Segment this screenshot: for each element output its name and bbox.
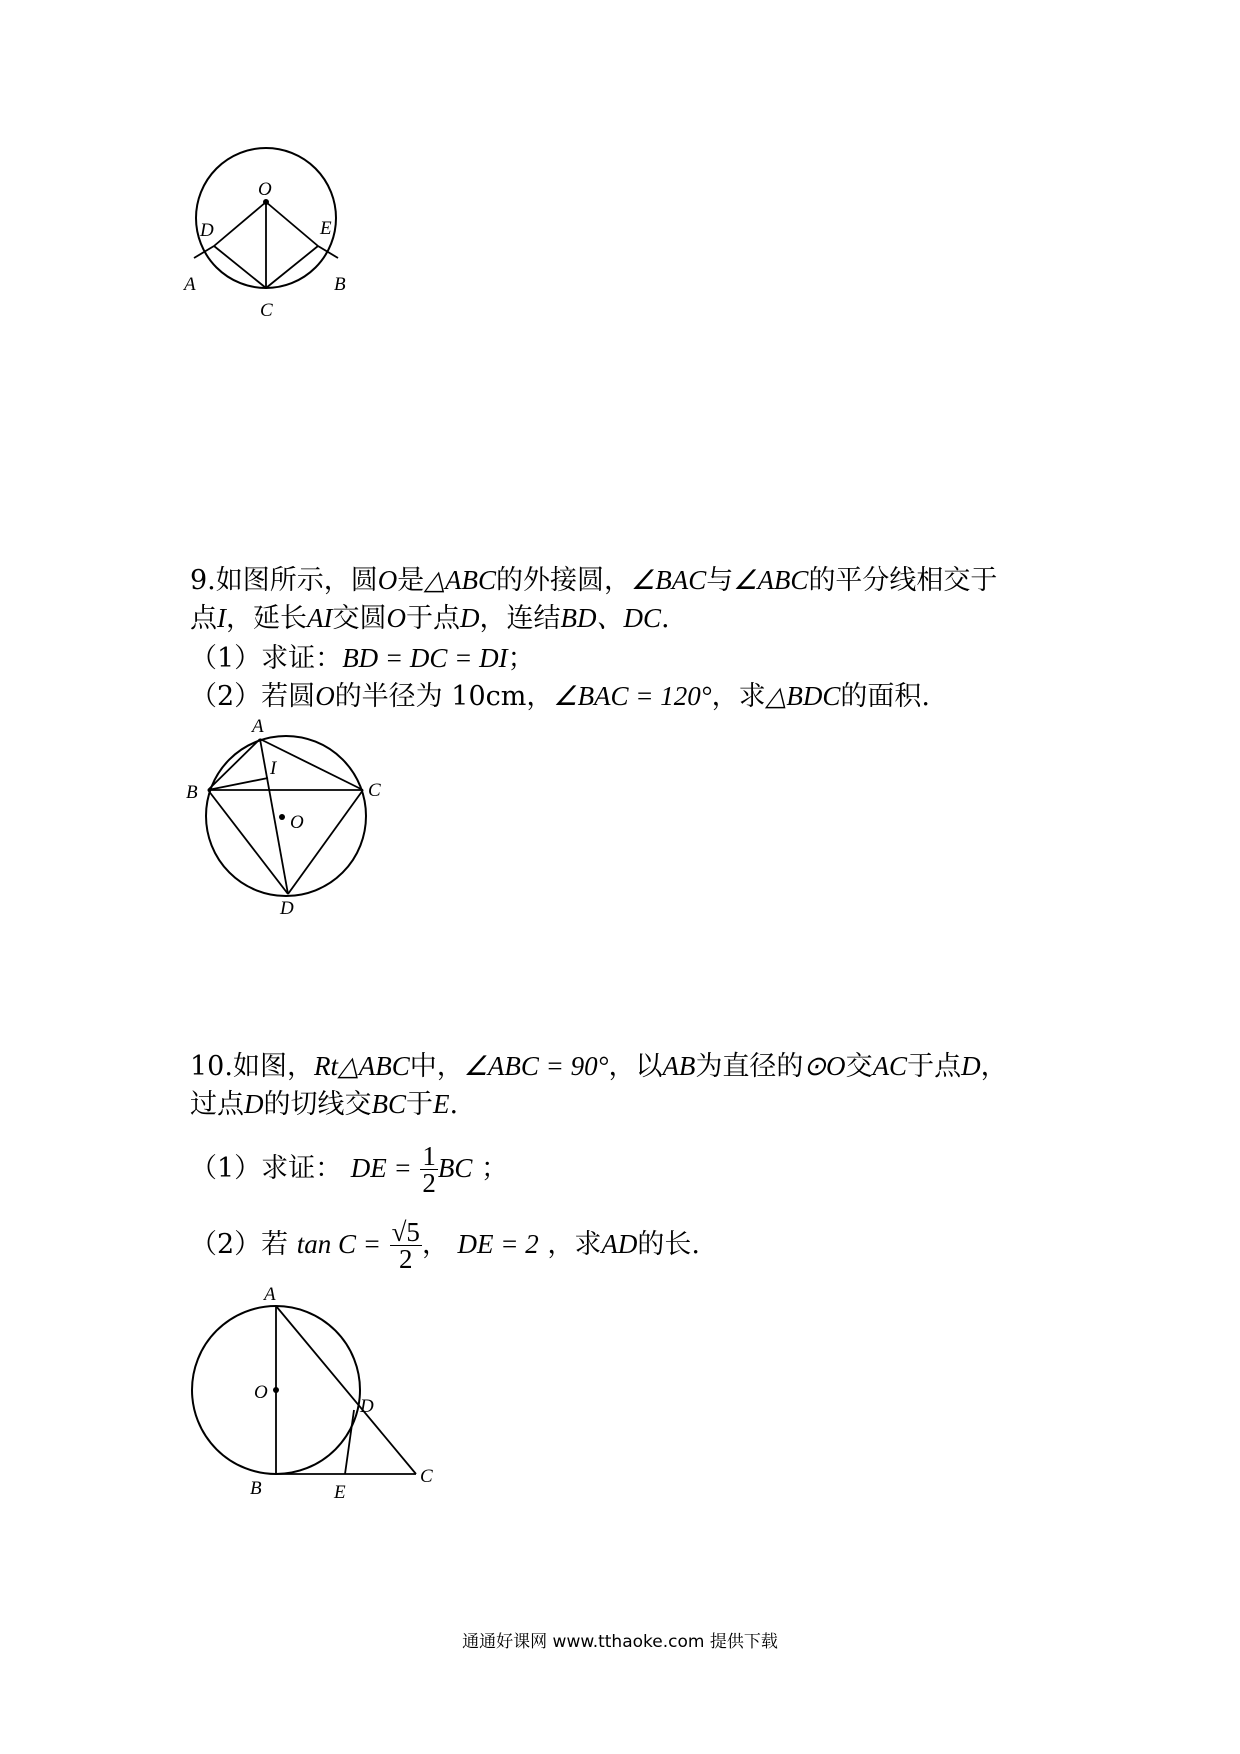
label-c: C [260, 300, 273, 320]
label-o: O [254, 1382, 268, 1403]
figure-right-triangle-circle [180, 1282, 440, 1502]
label-i: I [270, 758, 277, 779]
label-o: O [290, 812, 304, 833]
label-d: D [200, 220, 214, 241]
q10-line2: 过点D的切线交BC于E. [190, 1089, 459, 1120]
label-b: B [334, 274, 346, 295]
q9-line1: 9.如图所示，圆O是△ABC的外接圆，∠BAC与∠ABC的平分线相交于 [190, 565, 998, 596]
figure-circle-odec [180, 140, 360, 320]
q10-line1: 10.如图，Rt△ABC中，∠ABC = 90°，以AB为直径的⊙O交AC于点D， [190, 1051, 1008, 1082]
label-e: E [320, 218, 332, 239]
label-c: C [420, 1466, 433, 1487]
figure-triangle-abc-circle [180, 718, 390, 918]
q10-part1: （1）求证： DE = $\frac{1}{2}$ BC ； [190, 1141, 508, 1198]
q9-part1: （1）求证：BD = DC = DI； [190, 643, 535, 674]
label-a: A [184, 274, 196, 295]
label-b: B [250, 1478, 262, 1499]
label-e: E [334, 1482, 346, 1502]
label-a: A [264, 1284, 276, 1305]
q9-line2: 点I，延长AI交圆O于点D，连结BD、DC. [190, 603, 670, 634]
fraction-one-half: $\frac{1}{2}$ [422, 1141, 436, 1198]
label-o: O [258, 179, 272, 200]
label-a: A [252, 718, 264, 737]
q9-part2: （2）若圆O的半径为 10cm，∠BAC = 120°，求△BDC的面积. [190, 681, 930, 712]
label-d: D [360, 1396, 374, 1417]
q10-part2: （2）若 tan C = $\frac{√5}{2}$ ， DE = 2 ，求AD的长. [190, 1217, 700, 1274]
label-b: B [186, 782, 198, 803]
fraction-sqrt5-over-2: $\frac{√5}{2}$ [391, 1217, 420, 1274]
label-d: D [280, 898, 294, 918]
label-c: C [368, 780, 381, 801]
page-footer: 通通好课网 www.tthaoke.com 提供下载 [462, 1632, 778, 1652]
